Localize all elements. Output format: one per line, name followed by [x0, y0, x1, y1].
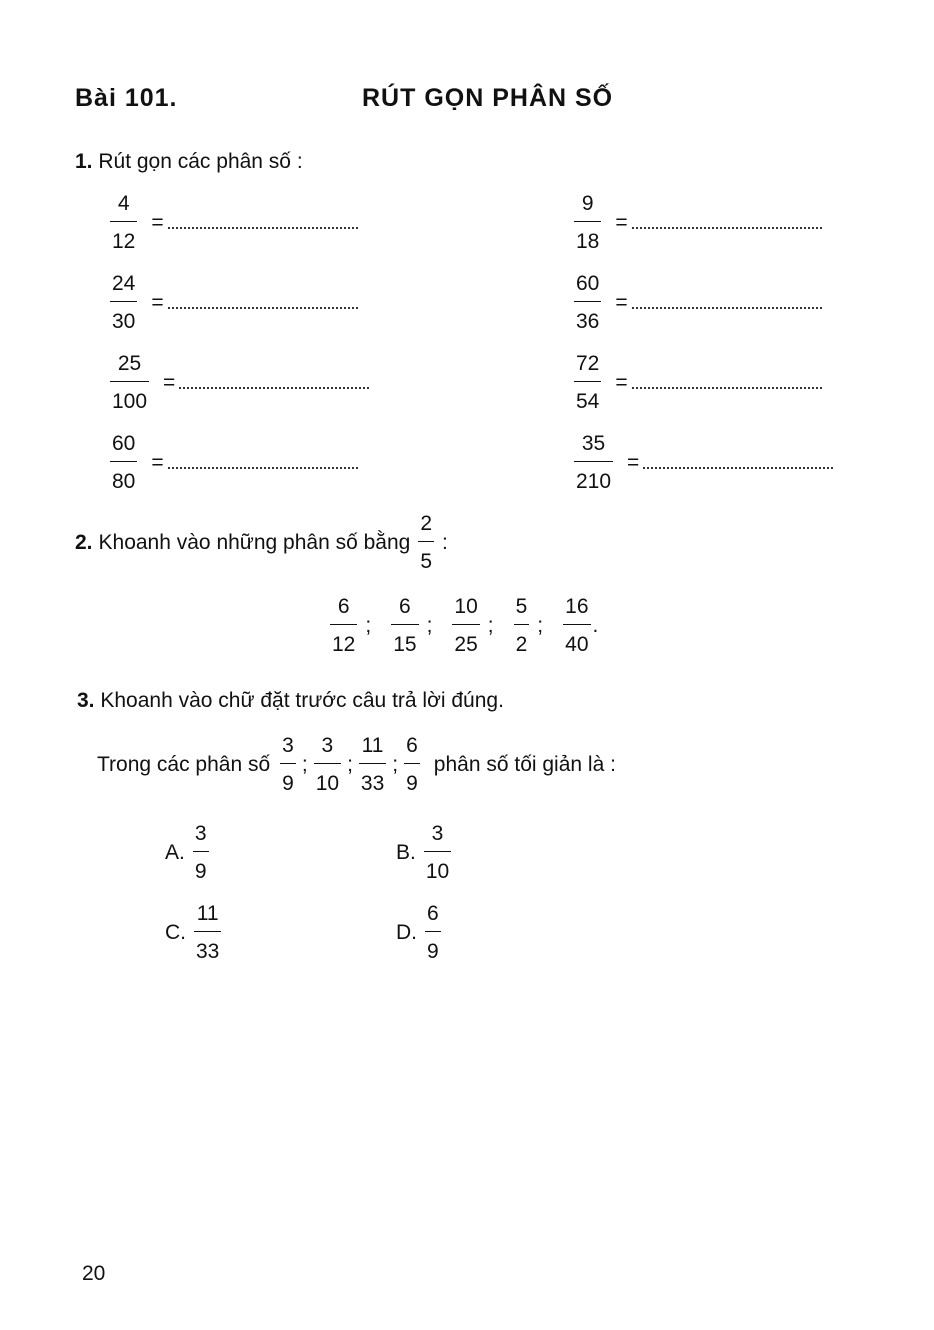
separator: ;	[487, 613, 494, 637]
fraction-bar	[574, 301, 601, 302]
equals-sign: =	[151, 290, 164, 314]
lesson-number: Bài 101.	[75, 84, 178, 112]
exercise-3-heading	[77, 689, 504, 713]
numerator: 5	[515, 595, 528, 618]
page-title: RÚT GỌN PHÂN SỐ	[362, 84, 614, 112]
denominator: 100	[112, 390, 148, 413]
equals-sign: =	[163, 370, 176, 394]
denominator: 2	[515, 633, 528, 656]
option-b[interactable]	[396, 823, 451, 882]
equals-sign: =	[151, 210, 164, 234]
fraction-bar	[574, 381, 601, 382]
denominator: 25	[454, 633, 478, 656]
fraction	[574, 433, 613, 492]
numerator: 11	[361, 734, 384, 757]
equals-sign: =	[627, 450, 640, 474]
fraction-bar	[110, 221, 137, 222]
numerator: 3	[321, 734, 334, 757]
denominator: 40	[565, 633, 589, 656]
fraction	[110, 353, 149, 412]
fraction-bar	[330, 624, 357, 625]
answer-blank[interactable]	[179, 386, 369, 389]
fraction	[110, 433, 137, 492]
option-label: A.	[165, 840, 185, 864]
exercise-1-number: 1.	[75, 150, 93, 173]
fraction-option[interactable]	[391, 596, 418, 655]
denominator: 10	[425, 860, 450, 883]
numerator: 4	[117, 192, 130, 215]
fraction-bar	[110, 301, 137, 302]
separator: ;	[365, 613, 372, 637]
answer-blank[interactable]	[632, 386, 822, 389]
fraction	[280, 735, 296, 794]
denominator: 9	[406, 772, 418, 795]
end-period: .	[592, 613, 599, 637]
fraction-bar	[193, 851, 209, 852]
answer-blank[interactable]	[643, 466, 833, 469]
option-c[interactable]	[165, 903, 221, 962]
exercise-1-item	[574, 193, 822, 252]
fraction-bar	[404, 763, 420, 764]
separator: ;	[426, 613, 433, 637]
answer-blank[interactable]	[168, 306, 358, 309]
fraction-bar	[574, 221, 601, 222]
denominator: 33	[196, 940, 220, 963]
fraction-option[interactable]	[330, 596, 357, 655]
fraction-bar	[563, 624, 590, 625]
question-start: Trong các phân số	[97, 752, 271, 776]
fraction	[110, 273, 137, 332]
separator: ;	[537, 613, 544, 637]
numerator: 6	[337, 595, 350, 618]
denominator: 5	[420, 550, 433, 573]
question-end: phân số tối giản là :	[433, 752, 616, 776]
fraction	[574, 353, 601, 412]
exercise-3-instruction: Khoanh vào chữ đặt trước câu trả lời đúng.	[100, 689, 504, 712]
equals-sign: =	[615, 290, 628, 314]
exercise-1-item	[574, 353, 822, 412]
fraction-option[interactable]	[514, 596, 530, 655]
numerator: 2	[420, 512, 433, 535]
option-label: D.	[396, 920, 417, 944]
fraction-bar	[425, 931, 441, 932]
separator: ;	[301, 752, 308, 776]
numerator: 6	[427, 902, 439, 925]
fraction-bar	[452, 624, 479, 625]
fraction	[194, 903, 221, 962]
numerator: 9	[581, 192, 594, 215]
fraction-bar	[359, 763, 386, 764]
option-a[interactable]	[165, 823, 209, 882]
fraction	[314, 735, 341, 794]
separator: ;	[347, 752, 353, 776]
exercise-2-heading	[75, 513, 448, 572]
denominator: 9	[194, 860, 207, 883]
fraction-bar	[514, 624, 530, 625]
exercise-1-item	[110, 193, 358, 252]
exercise-2-fraction-list	[330, 596, 606, 655]
numerator: 16	[565, 595, 589, 618]
fraction-bar	[574, 461, 613, 462]
fraction-bar	[314, 763, 341, 764]
numerator: 60	[576, 272, 600, 295]
denominator: 54	[576, 390, 600, 413]
denominator: 210	[576, 470, 612, 493]
target-fraction	[418, 513, 434, 572]
exercise-1-heading	[75, 150, 303, 174]
fraction-bar	[110, 461, 137, 462]
answer-blank[interactable]	[168, 226, 358, 229]
fraction-bar	[194, 931, 221, 932]
fraction	[404, 735, 420, 794]
answer-blank[interactable]	[632, 306, 822, 309]
fraction	[110, 193, 137, 252]
fraction-bar	[110, 381, 149, 382]
numerator: 11	[196, 902, 219, 925]
denominator: 10	[315, 772, 340, 795]
equals-sign: =	[151, 450, 164, 474]
denominator: 18	[576, 230, 600, 253]
option-label: B.	[396, 840, 416, 864]
answer-blank[interactable]	[168, 466, 358, 469]
exercise-1-item	[110, 433, 358, 492]
numerator: 60	[112, 432, 136, 455]
fraction-bar	[280, 763, 296, 764]
page-number: 20	[82, 1262, 106, 1285]
equals-sign: =	[615, 370, 628, 394]
answer-blank[interactable]	[632, 226, 822, 229]
denominator: 15	[393, 633, 417, 656]
fraction-bar	[424, 851, 451, 852]
fraction-bar	[418, 541, 434, 542]
option-d[interactable]	[396, 903, 441, 962]
numerator: 6	[406, 734, 418, 757]
numerator: 24	[112, 272, 136, 295]
exercise-2-number: 2.	[75, 530, 93, 554]
numerator: 3	[431, 822, 444, 845]
fraction	[424, 823, 451, 882]
denominator: 9	[282, 772, 294, 795]
exercise-1-item	[110, 353, 369, 412]
fraction	[574, 273, 601, 332]
exercise-1-item	[574, 273, 822, 332]
exercise-1-instruction: Rút gọn các phân số :	[98, 150, 303, 173]
fraction-option[interactable]	[563, 596, 590, 655]
exercise-1-item	[574, 433, 833, 492]
option-label: C.	[165, 920, 186, 944]
exercise-3-question	[97, 735, 616, 794]
denominator: 9	[427, 940, 439, 963]
fraction	[193, 823, 209, 882]
numerator: 35	[581, 432, 606, 455]
numerator: 10	[454, 595, 478, 618]
fraction	[574, 193, 601, 252]
colon: :	[442, 530, 448, 554]
denominator: 33	[360, 772, 385, 795]
denominator: 12	[112, 230, 136, 253]
fraction-option[interactable]	[452, 596, 479, 655]
numerator: 6	[399, 595, 411, 618]
denominator: 30	[112, 310, 136, 333]
exercise-3-number: 3.	[77, 689, 95, 712]
exercise-2-instruction: Khoanh vào những phân số bằng	[98, 530, 411, 554]
separator: ;	[392, 752, 399, 776]
fraction-bar	[391, 624, 418, 625]
numerator: 72	[576, 352, 600, 375]
numerator: 3	[282, 734, 294, 757]
fraction	[359, 735, 386, 794]
exercise-1-item	[110, 273, 358, 332]
equals-sign: =	[615, 210, 628, 234]
numerator: 3	[194, 822, 207, 845]
denominator: 80	[112, 470, 136, 493]
denominator: 12	[332, 633, 356, 656]
denominator: 36	[576, 310, 600, 333]
numerator: 25	[117, 352, 142, 375]
fraction	[425, 903, 441, 962]
